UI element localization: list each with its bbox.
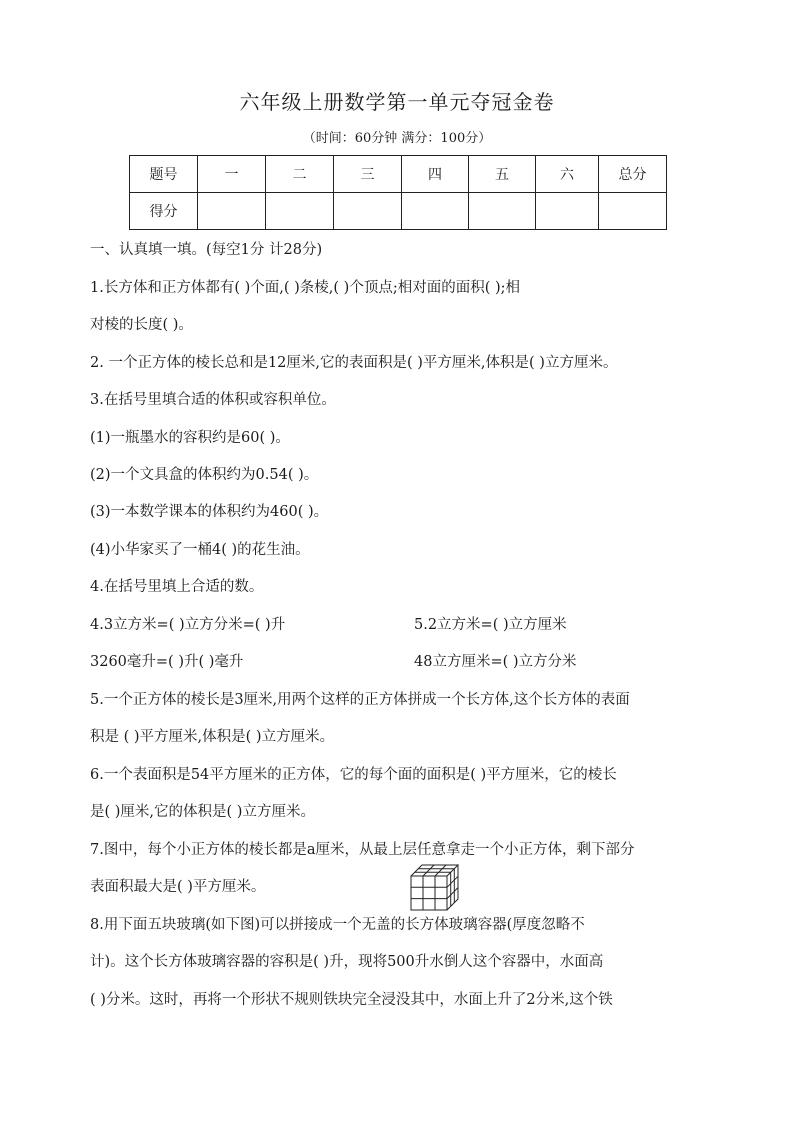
- question-line: 表面积最大是( )平方厘米。: [90, 879, 266, 895]
- cube-stack-figure: [410, 864, 462, 912]
- question-line: 3260毫升=( )升( )毫升: [90, 654, 244, 670]
- question-line: (3)一本数学课本的体积约为460( )。: [90, 504, 329, 520]
- question-line: 1.长方体和正方体都有( )个面,( )条棱,( )个顶点;相对面的面积( );相: [90, 280, 521, 296]
- question-line: 4.在括号里填上合适的数。: [90, 579, 264, 595]
- score-input-cell[interactable]: [469, 193, 536, 230]
- table-cell: 总分: [599, 156, 667, 193]
- score-input-cell[interactable]: [536, 193, 599, 230]
- table-cell: 一: [198, 156, 266, 193]
- score-input-cell[interactable]: [599, 193, 667, 230]
- question-line: (1)一瓶墨水的容积约是60( )。: [90, 430, 290, 446]
- score-input-cell[interactable]: [198, 193, 266, 230]
- exam-info: （时间：60分钟 满分：100分）: [302, 131, 492, 146]
- question-line: 计)。这个长方体玻璃容器的容积是( )升，现将500升水倒人这个容器中，水面高: [90, 954, 604, 970]
- question-line: ( )分米。这时，再将一个形状不规则铁块完全浸没其中，水面上升了2分米,这个铁: [90, 992, 613, 1008]
- question-line: 8.用下面五块玻璃(如下图)可以拼接成一个无盖的长方体玻璃容器(厚度忽略不: [90, 917, 585, 933]
- question-line: 2. 一个正方体的棱长总和是12厘米,它的表面积是( )平方厘米,体积是( )立方厘米。: [90, 355, 618, 371]
- question-line: 7.图中，每个小正方体的棱长都是a厘米，从最上层任意拿走一个小正方体，剩下部分: [90, 842, 635, 858]
- page-title: 六年级上册数学第一单元夺冠金卷: [239, 90, 555, 114]
- table-row: [130, 156, 667, 193]
- table-cell: 二: [266, 156, 334, 193]
- score-table: [129, 155, 667, 230]
- table-cell: 得分: [130, 193, 198, 230]
- question-line: (2)一个文具盒的体积约为0.54( )。: [90, 467, 319, 483]
- table-cell: 题号: [130, 156, 198, 193]
- table-cell: 四: [402, 156, 469, 193]
- table-row: [130, 193, 667, 230]
- question-line: 5.2立方米=( )立方厘米: [414, 617, 567, 633]
- section-heading: 一、认真填一填。(每空1分 计28分): [90, 242, 323, 258]
- question-line: 对棱的长度( )。: [90, 317, 193, 333]
- table-cell: 六: [536, 156, 599, 193]
- table-cell: 三: [334, 156, 402, 193]
- table-cell: 五: [469, 156, 536, 193]
- question-line: 5.一个正方体的棱长是3厘米,用两个这样的正方体拼成一个长方体,这个长方体的表面: [90, 692, 630, 708]
- question-line: 48立方厘米=( )立方分米: [414, 654, 577, 670]
- question-line: 是( )厘米,它的体积是( )立方厘米。: [90, 804, 315, 820]
- question-line: (4)小华家买了一桶4( )的花生油。: [90, 542, 310, 558]
- question-line: 3.在括号里填合适的体积或容积单位。: [90, 392, 336, 408]
- score-input-cell[interactable]: [402, 193, 469, 230]
- question-line: 积是 ( )平方厘米,体积是( )立方厘米。: [90, 729, 335, 745]
- question-line: 6.一个表面积是54平方厘米的正方体，它的每个面的面积是( )平方厘米，它的棱长: [90, 767, 617, 783]
- question-line: 4.3立方米=( )立方分米=( )升: [90, 617, 286, 633]
- score-input-cell[interactable]: [266, 193, 334, 230]
- score-input-cell[interactable]: [334, 193, 402, 230]
